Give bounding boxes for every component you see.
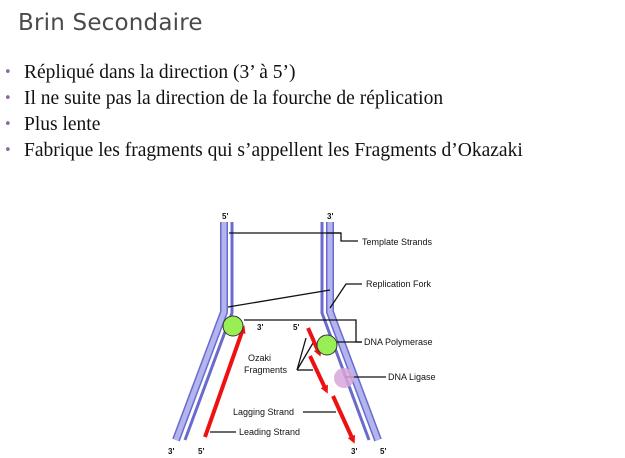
label-right-bottom-outer-end: 5' [380, 447, 387, 456]
label-polymerase-right-end: 5' [293, 323, 300, 332]
label-template-strands: Template Strands [362, 237, 433, 247]
bullet-text: Plus lente [24, 114, 101, 135]
dna-ligase [334, 368, 354, 388]
label-ozaki-line1: Ozaki [248, 353, 272, 363]
label-polymerase-left-end: 3' [257, 323, 264, 332]
bullet-text: Il ne suite pas la direction de la fourche de réplication [24, 88, 444, 109]
label-left-bottom-outer-end: 3' [168, 447, 175, 456]
label-leading-strand: Leading Strand [239, 427, 301, 437]
label-left-top-end: 5' [222, 212, 229, 221]
label-dna-ligase: DNA Ligase [388, 372, 436, 382]
bullet-dot-icon: • [4, 117, 12, 132]
okazaki-fragment-2 [310, 356, 326, 390]
bullet-dot-icon: • [4, 65, 12, 80]
label-right-bottom-inner-end: 3' [351, 447, 358, 456]
bullet-text: Répliqué dans la direction (3’ à 5’) [24, 62, 296, 83]
label-dna-polymerase: DNA Polymerase [364, 337, 433, 347]
slide-title: Brin Secondaire [18, 10, 203, 36]
label-lagging-strand: Lagging Strand [233, 407, 295, 417]
dna-polymerase-leading [223, 316, 243, 336]
label-ozaki-line2: Fragments [244, 365, 288, 375]
label-right-top-end: 3' [327, 212, 334, 221]
bullet-text: Fabrique les fragments qui s’appellent les Fragments d’Okazaki [24, 140, 523, 161]
bullet-dot-icon: • [4, 143, 12, 158]
label-left-bottom-inner-end: 5' [198, 447, 205, 456]
label-replication-fork: Replication Fork [366, 279, 432, 289]
bullet-dot-icon: • [4, 91, 12, 106]
dna-polymerase-lagging [317, 335, 337, 355]
okazaki-fragment-3 [333, 396, 353, 440]
